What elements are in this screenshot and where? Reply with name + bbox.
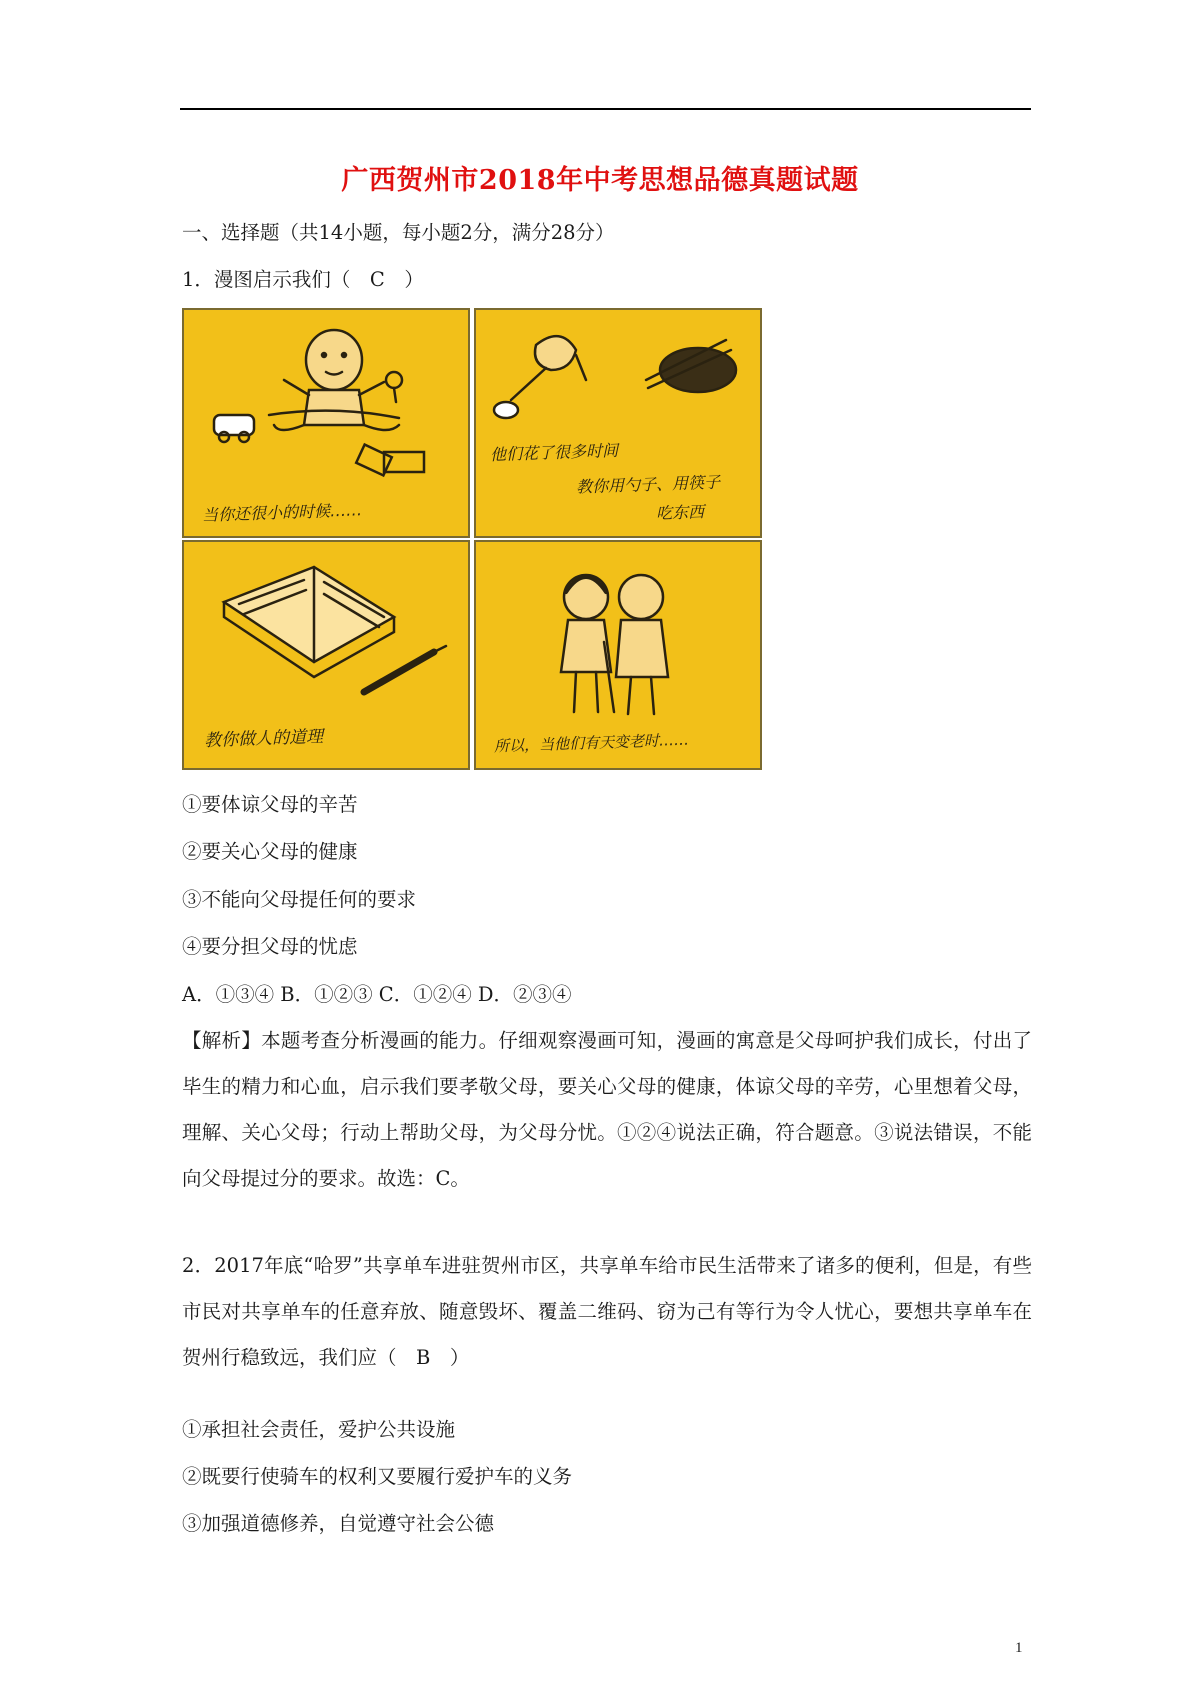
question-2-option-2: ②既要行使骑车的权利又要履行爱护车的义务 [182, 1465, 573, 1488]
header-rule [180, 108, 1031, 110]
page-number: 1 [1015, 1640, 1023, 1656]
comic-panel-elderly-couple [474, 540, 762, 770]
panel-2-caption-line-2: 教你用勺子、用筷子 [575, 472, 721, 497]
question-1-option-2: ②要关心父母的健康 [182, 840, 358, 863]
panel-2-caption-line-3: 吃东西 [655, 502, 705, 523]
panel-4-caption: 所以，当他们有天变老时…… [493, 730, 690, 756]
question-2-option-1: ①承担社会责任，爱护公共设施 [182, 1418, 456, 1441]
comic-panel-book [182, 540, 470, 770]
comic-panel-baby [182, 308, 470, 538]
panel-3-caption: 教你做人的道理 [203, 726, 324, 752]
utensils-drawing [476, 310, 762, 538]
question-2-stem: 2．2017年底“哈罗”共享单车进驻贺州市区，共享单车给市民生活带来了诸多的便利，但是，有些市民对共享单车的任意弃放、随意毁坏、覆盖二维码、窃为己有等行为令人忧心，要想共享单车在贺州行稳致远，我们应（ B ） [182, 1254, 1032, 1369]
comic-panel-utensils [474, 308, 762, 538]
panel-1-caption: 当你还很小的时候…… [201, 500, 363, 525]
question-1-analysis: 【解析】本题考查分析漫画的能力。仔细观察漫画可知，漫画的寓意是父母呵护我们成长，付出了毕生的精力和心血，启示我们要孝敬父母，要关心父母的健康，体谅父母的辛劳，心里想着父母，理解、关心父母；行动上帮助父母，为父母分忧。①②④说法正确，符合题意。③说法错误，不能向父母提过分的要求。故选：C。 [182, 1029, 1032, 1190]
question-1-option-4: ④要分担父母的忧虑 [182, 935, 358, 958]
section-heading: 一、选择题（共14小题，每小题2分，满分28分） [182, 221, 615, 244]
comic-figure [182, 308, 762, 770]
panel-2-caption-line-1: 他们花了很多时间 [489, 440, 619, 465]
page-title: 广西贺州市2018年中考思想品德真题试题 [341, 165, 859, 196]
question-1-stem: 1．漫图启示我们（ C ） [182, 268, 424, 291]
question-1-choices: A．①③④ B．①②③ C．①②④ D．②③④ [182, 983, 572, 1006]
question-1-option-1: ①要体谅父母的辛苦 [182, 793, 358, 816]
question-1-option-3: ③不能向父母提任何的要求 [182, 888, 417, 911]
question-2-option-3: ③加强道德修养，自觉遵守社会公德 [182, 1512, 495, 1535]
